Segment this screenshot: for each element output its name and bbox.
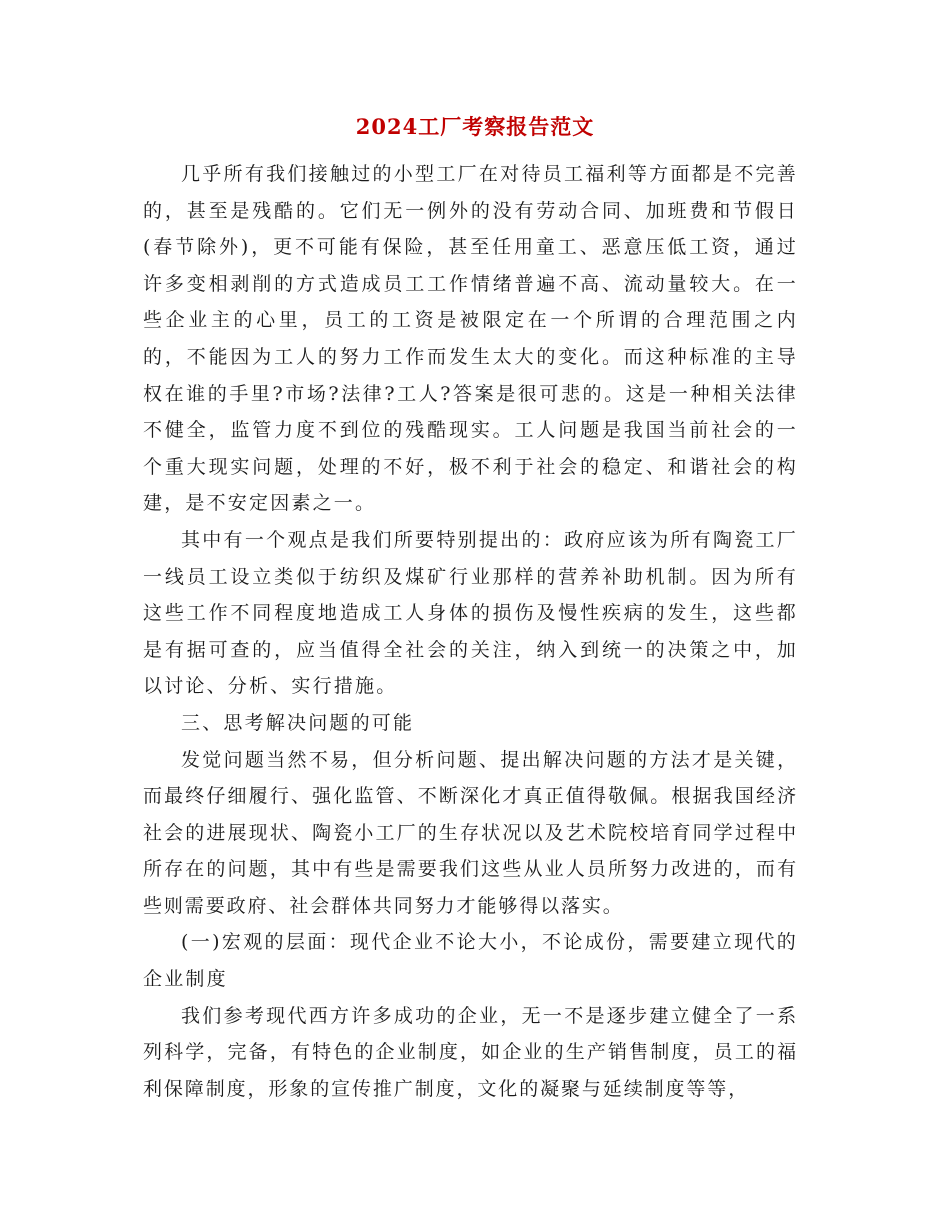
document-body bbox=[143, 156, 798, 1107]
document-title: 2024工厂考察报告范文 bbox=[355, 114, 595, 139]
paragraph-2: 其中有一个观点是我们所要特别提出的：政府应该为所有陶瓷工厂一线员工设立类似于纺织及煤矿行业那样的营养补助机制。因为所有这些工作不同程度地造成工人身体的损伤及慢性疾病的发生，这些都是有据可查的，应当值得全社会的关注，纳入到统一的决策之中，加以讨论、分析、实行措施。 bbox=[143, 528, 798, 698]
paragraph-3: 发觉问题当然不易，但分析问题、提出解决问题的方法才是关键，而最终仔细履行、强化监管、不断深化才真正值得敬佩。根据我国经济社会的进展现状、陶瓷小工厂的生存状况以及艺术院校培育同学过程中所存在的问题，其中有些是需要我们这些从业人员所努力改进的，而有些则需要政府、社会群体共同努力才能够得以落实。 bbox=[143, 748, 798, 917]
subsection-heading: (一)宏观的层面：现代企业不论大小，不论成份，需要建立现代的企业制度 bbox=[143, 931, 798, 991]
paragraph-1: 几乎所有我们接触过的小型工厂在对待员工福利等方面都是不完善的，甚至是残酷的。它们无一例外的没有劳动合同、加班费和节假日(春节除外)，更不可能有保险，甚至任用童工、恶意压低工资，通过许多变相剥削的方式造成员工工作情绪普遍不高、流动量较大。在一些企业主的心里，员工的工资是被限定在一个所谓的合理范围之内的，不能因为工人的努力工作而发生太大的变化。而这种标准的主导权在谁的手里?市场?法律?工人?答案是很可悲的。这是一种相关法律不健全，监管力度不到位的残酷现实。工人问题是我国当前社会的一个重大现实问题，处理的不好，极不利于社会的稳定、和谐社会的构建，是不安定因素之一。 bbox=[143, 163, 798, 515]
paragraph-4: 我们参考现代西方许多成功的企业，无一不是逐步建立健全了一系列科学，完备，有特色的企业制度，如企业的生产销售制度，员工的福利保障制度，形象的宣传推广制度，文化的凝聚与延续制度等等， bbox=[143, 1004, 798, 1100]
section-heading: 三、思考解决问题的可能 bbox=[181, 711, 415, 734]
